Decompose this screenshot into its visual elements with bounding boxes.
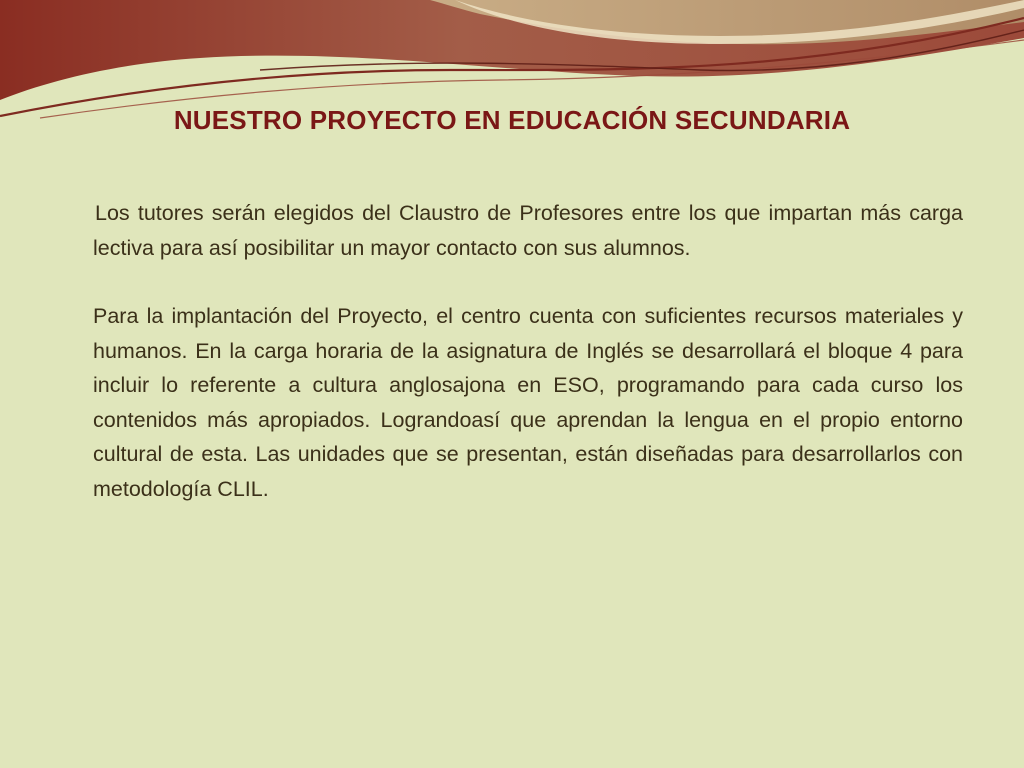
paragraph-tutores: Los tutores serán elegidos del Claustro de Profesores entre los que impartan más carga lectiva para así posibilitar un mayor contacto con sus alumnos. bbox=[93, 201, 963, 260]
paragraph-implantacion: Para la implantación del Proyecto, el centro cuenta con suficientes recursos materiales y humanos. En la carga horaria de la asignatura de Inglés se desarrollará el bloque 4 para incluir lo referente a cultura anglosajona en ESO, programando para cada curso los contenidos más apropiados. Lograndoasí que aprendan la lengua en el propio entorno cultural de esta. Las unidades que se presentan, están diseñadas para desarrollarlos con metodología CLIL. bbox=[93, 304, 963, 501]
slide-title: NUESTRO PROYECTO EN EDUCACIÓN SECUNDARIA bbox=[173, 105, 851, 135]
slide-body bbox=[93, 196, 963, 506]
